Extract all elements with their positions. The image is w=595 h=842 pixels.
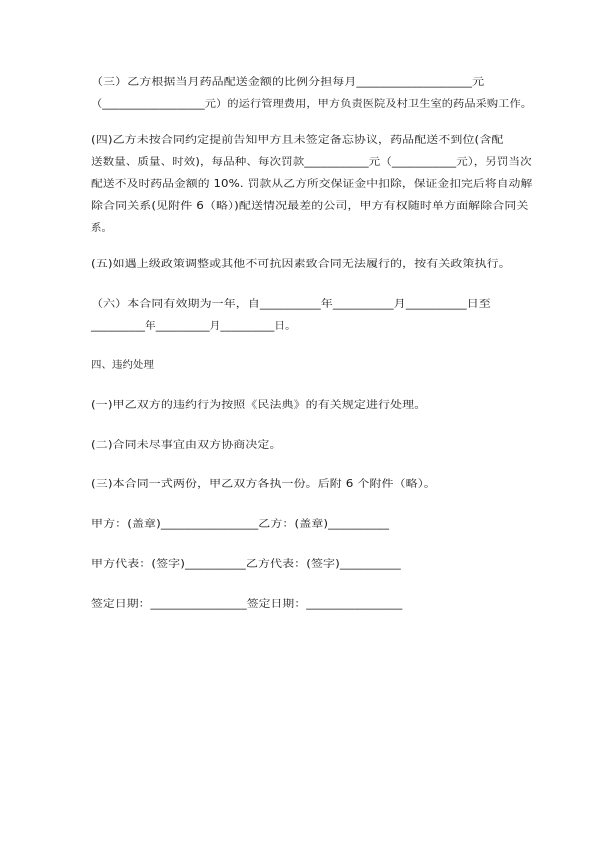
breach-item-1: (一)甲乙双方的违约行为按照《民法典》的有关规定进行处理。 <box>91 399 427 411</box>
clause-6-line-1: （六）本合同有效期为一年，自__________年__________月__________日至 <box>91 298 491 310</box>
seal-line: 甲方：(盖章)________________乙方：(盖章)__________ <box>91 518 390 530</box>
clause-4-line-1: (四)乙方未按合同约定提前告知甲方且未签定备忘协议，药品配送不到位(含配 <box>91 134 504 146</box>
clause-5-line-1: (五)如遇上级政策调整或其他不可抗因素致合同无法履行的，按有关政策执行。 <box>91 258 511 270</box>
breach-item-3: (三)本合同一式两份，甲乙双方各执一份。后附 6 个附件（略）。 <box>91 478 436 490</box>
breach-item-2: (二)合同未尽事宜由双方协商决定。 <box>91 439 282 451</box>
clause-4-line-5: 系。 <box>91 222 112 234</box>
clause-4-line-2: 送数量、质量、时效)，每品种、每次罚款___________元（___________元），另罚当次 <box>91 156 532 168</box>
clause-4-line-3: 配送不及时药品金额的 10%. 罚款从乙方所交保证金中扣除，保证金扣完后将自动解 <box>91 178 533 190</box>
section-heading: 四、违约处理 <box>91 359 154 371</box>
clause-4-line-4: 除合同关系(见附件 6（略）)配送情况最差的公司，甲方有权随时单方面解除合同关 <box>91 200 529 212</box>
clause-3-line-2: （__________________元）的运行管理费用，甲方负责医院及村卫生室的药品采购工作。 <box>91 98 533 110</box>
sign-date-line: 签定日期：________________签定日期：________________ <box>91 598 403 610</box>
clause-6-line-2: __________年__________月__________日。 <box>91 320 296 332</box>
clause-3-line-1: （三）乙方根据当月药品配送金额的比例分担每月___________________元 <box>91 76 485 88</box>
representative-line: 甲方代表：(签字)__________乙方代表：(签字)__________ <box>91 558 401 570</box>
